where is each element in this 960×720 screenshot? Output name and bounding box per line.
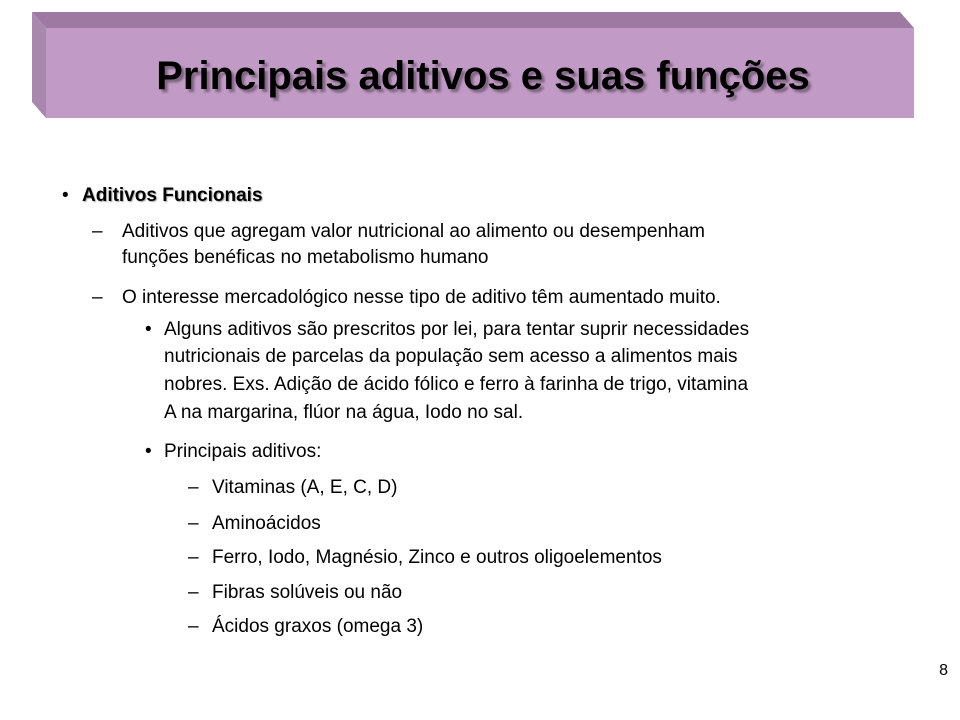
detail-line: nutricionais de parcelas da população sem acesso a alimentos mais <box>164 346 738 367</box>
detail-line: Alguns aditivos são prescritos por lei, para tentar suprir necessidades <box>164 319 750 340</box>
bullet-marker: • <box>145 319 152 340</box>
additive-item: Ferro, Iodo, Magnésio, Zinco e outros oligoelementos <box>212 547 662 568</box>
additive-item: Aminoácidos <box>212 513 321 534</box>
title-banner <box>0 0 960 130</box>
bullet-marker: • <box>62 185 69 206</box>
additive-item: Vitaminas (A, E, C, D) <box>212 477 398 498</box>
dash-marker: – <box>188 616 199 637</box>
additive-item: Ácidos graxos (omega 3) <box>212 616 424 637</box>
dash-marker: – <box>188 477 199 498</box>
dash-marker: – <box>188 582 199 603</box>
sub-item-2: O interesse mercadológico nesse tipo de aditivo têm aumentado muito. <box>122 287 721 308</box>
dash-marker: – <box>188 513 199 534</box>
principal-additives-label: Principais aditivos: <box>164 441 322 462</box>
slide-title: Principais aditivos e suas funções <box>156 54 810 98</box>
detail-line: A na margarina, flúor na água, Iodo no sal. <box>164 402 524 423</box>
heading-aditivos-funcionais: Aditivos Funcionais <box>82 185 263 206</box>
dash-marker: – <box>92 221 103 242</box>
dash-marker: – <box>92 287 103 308</box>
page-number: 8 <box>939 662 948 679</box>
detail-line: nobres. Exs. Adição de ácido fólico e ferro à farinha de trigo, vitamina <box>164 374 749 395</box>
additive-item: Fibras solúveis ou não <box>212 582 403 603</box>
sub-item-1-line-1: Aditivos que agregam valor nutricional ao alimento ou desempenham <box>122 221 706 242</box>
sub-item-1-line-2: funções benéficas no metabolismo humano <box>122 247 489 268</box>
bullet-marker: • <box>145 441 152 462</box>
dash-marker: – <box>188 547 199 568</box>
